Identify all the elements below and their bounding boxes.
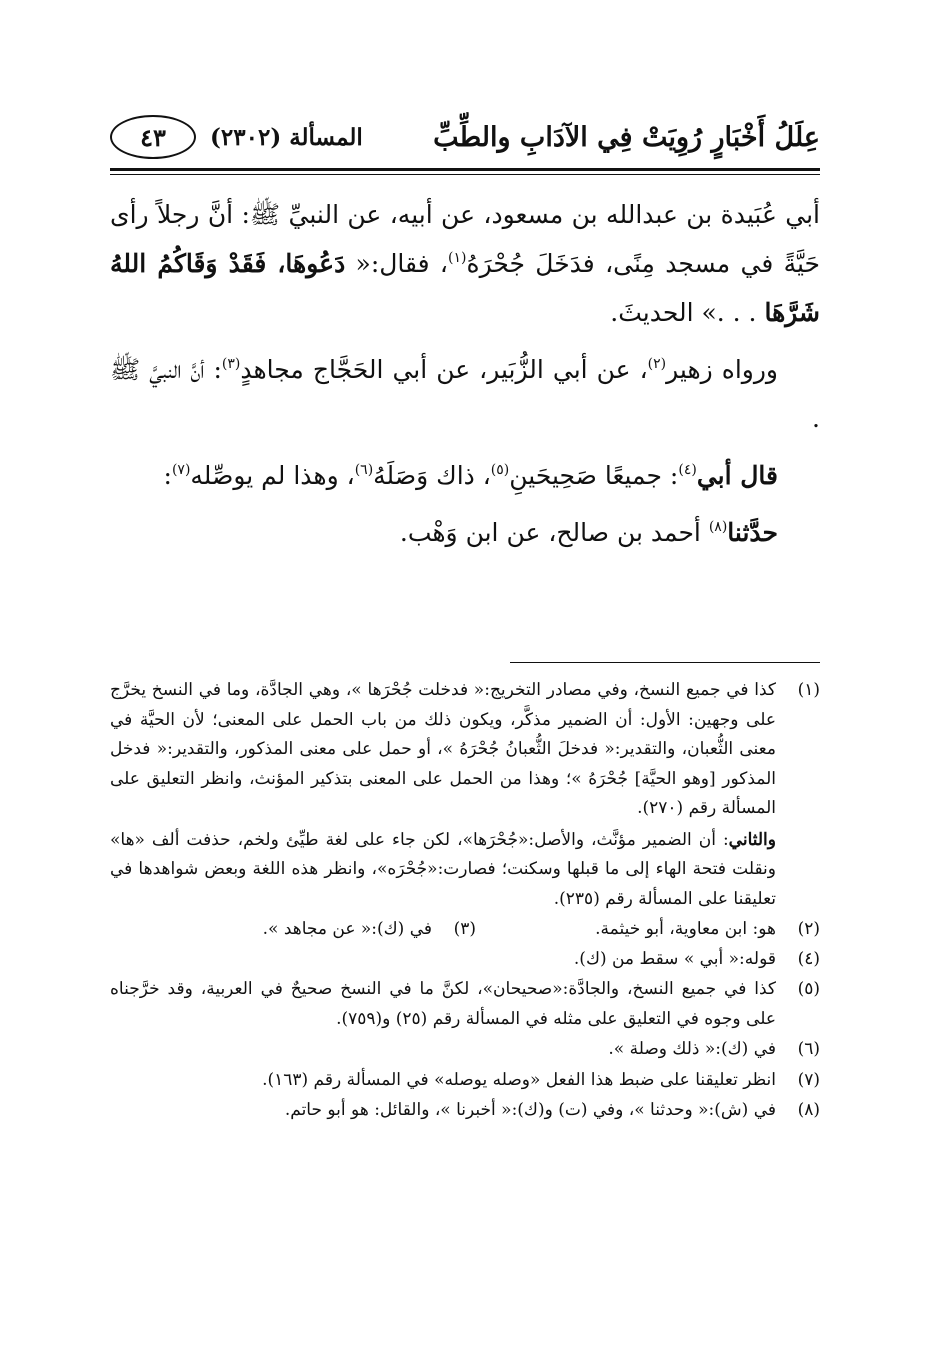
footnote-separator — [510, 662, 820, 663]
footnote-2-3-row — [110, 915, 820, 945]
footnote-number: (٧) — [797, 1069, 820, 1090]
p3-lead: قال أبي — [696, 461, 778, 490]
footnote-1-cont-text: : أن الضمير مؤنَّث، والأصل:«جُحْرَها»، لكن جاء على لغة طيِّئ ولخم، حذفت ألف «ها» ونقلت فتحة الهاء إلى ما قبلها وسكنت؛ فصارت:«جُحْرَه»، وانظر هذه اللغة وبعض شواهدها في تعليقنا على المسألة رقم (٢٣٥). — [110, 829, 776, 909]
p3-text-c: ، وهذا لم يوصِّله — [190, 461, 355, 490]
footnote-text: انظر تعليقنا على ضبط هذا الفعل «وصله يوصله» في المسألة رقم (١٦٣). — [262, 1069, 776, 1090]
header-meta — [110, 115, 363, 159]
footnote-text: كذا في جميع النسخ، والجادَّة:«صحيحان»، لكنَّ ما في النسخ صحيحٌ في العربية، وقد خرَّجناه على وجوه في التعليق على مثله في المسألة رقم (٢٥) و(٧٥٩). — [110, 979, 776, 1029]
paragraph-1 — [110, 190, 820, 337]
footnote-text: قوله:« أبي » سقط من (ك). — [573, 948, 776, 969]
footnote-text: كذا في جميع النسخ، وفي مصادر التخريج:« فدخلت جُحْرَها »، وهي الجادَّة، وما في النسخ يخرَّج على وجهين: الأول: أن الضمير مذكَّر، ويكون ذلك من باب الحمل على المعنى؛ لأن الحيَّة في معنى الثُّعبان، والتقدير:« فدخلَ الثُّعبانُ جُحْرَهُ »، أو حمل على معنى المذكور، والتقدير:« فدخل المذكور [وهو الحيَّة] جُحْرَهُ »؛ وهذا من الحمل على المعنى بتذكير المؤنث، وانظر التعليق على المسألة رقم (٢٧٠). — [110, 680, 776, 818]
main-text — [110, 190, 820, 565]
footnote-ref-7: (٧) — [171, 462, 191, 478]
footnote-3-text: في (ك):« عن مجاهد ». — [262, 919, 432, 939]
header-rule-thick — [110, 168, 820, 171]
footnote-ref-5: (٥) — [490, 462, 510, 478]
footnote-text: في (ش):« وحدثنا »، وفي (ت) و(ك):« أخبرنا »، والقائل: هو أبو حاتم. — [284, 1100, 776, 1120]
p3-text-b: ، ذاك وَصَلَهُ — [373, 461, 491, 490]
p4-lead: حدَّثنا — [727, 518, 778, 547]
p2-text-c: : أنَّ النبيَّ ﷺ . — [110, 355, 820, 433]
footnote-8 — [110, 1096, 820, 1126]
footnote-5 — [110, 975, 820, 1034]
page-number-badge — [110, 115, 196, 159]
paragraph-2 — [110, 345, 820, 443]
running-header — [110, 112, 820, 162]
footnote-ref-2: (٢) — [647, 356, 667, 372]
p2-text-a: ورواه زهير — [666, 355, 778, 384]
footnote-ref-1: (١) — [448, 250, 467, 266]
footnote-number: (١) — [797, 680, 820, 700]
issue-number: المسألة (٢٣٠٢) — [210, 123, 363, 151]
p1-text-a: أبي عُبَيدة بن عبدالله بن مسعود، عن أبيه، عن النبيِّ ﷺ: أنَّ رجلاً رأى حَيَّةً في مسجد مِنًى، فدَخَلَ جُحْرَهُ — [110, 200, 820, 278]
book-title: عِلَلُ أَخْبَارٍ رُوِيَتْ فِي الآدَابِ والطِّبِّ — [433, 121, 820, 153]
p1-text-c: . . .» الحديثَ. — [610, 298, 765, 327]
footnote-7 — [110, 1066, 820, 1096]
p3-text-a: : جميعًا صَحِيحَينِ — [509, 461, 679, 490]
footnote-1-cont-lead: والثاني — [728, 829, 776, 850]
footnote-number: (٣) — [453, 919, 476, 939]
footnote-ref-4: (٤) — [678, 462, 697, 478]
footnote-ref-6: (٦) — [354, 462, 374, 478]
p1-text-b: ، فقال:« — [345, 249, 449, 278]
footnote-number: (٢) — [797, 919, 820, 939]
footnote-number: (٥) — [797, 979, 820, 999]
p1-hadith-quote: دَعُوهَا، فَقَدْ وَقَاكُمُ اللهُ شَرَّهَا — [110, 249, 820, 327]
footnote-2-text: هو: ابن معاوية، أبو خيثمة. — [595, 919, 776, 939]
footnote-number: (٦) — [797, 1039, 820, 1059]
page-number: ٤٣ — [140, 122, 166, 152]
footnote-number: (٨) — [797, 1100, 820, 1120]
footnote-6 — [110, 1035, 820, 1065]
footnote-ref-3: (٣) — [221, 356, 241, 372]
footnote-4 — [110, 945, 820, 975]
footnote-ref-8: (٨) — [708, 519, 728, 535]
paragraph-4 — [110, 508, 820, 557]
footnote-text: في (ك):« ذلك وصلة ». — [608, 1039, 776, 1059]
footnote-1 — [110, 676, 820, 824]
p2-text-b: ، عن أبي الزُّبَير، عن أبي الحَجَّاج مجاهدٍ — [240, 355, 648, 384]
footnote-1-continuation — [110, 826, 776, 915]
footnote-number: (٤) — [797, 948, 820, 969]
paragraph-3 — [110, 451, 820, 500]
p3-text-d: : — [163, 461, 172, 490]
footnotes — [110, 676, 820, 1127]
p4-text-a: أحمد بن صالح، عن ابن وَهْب. — [399, 518, 709, 547]
header-rule-thin — [110, 174, 820, 175]
